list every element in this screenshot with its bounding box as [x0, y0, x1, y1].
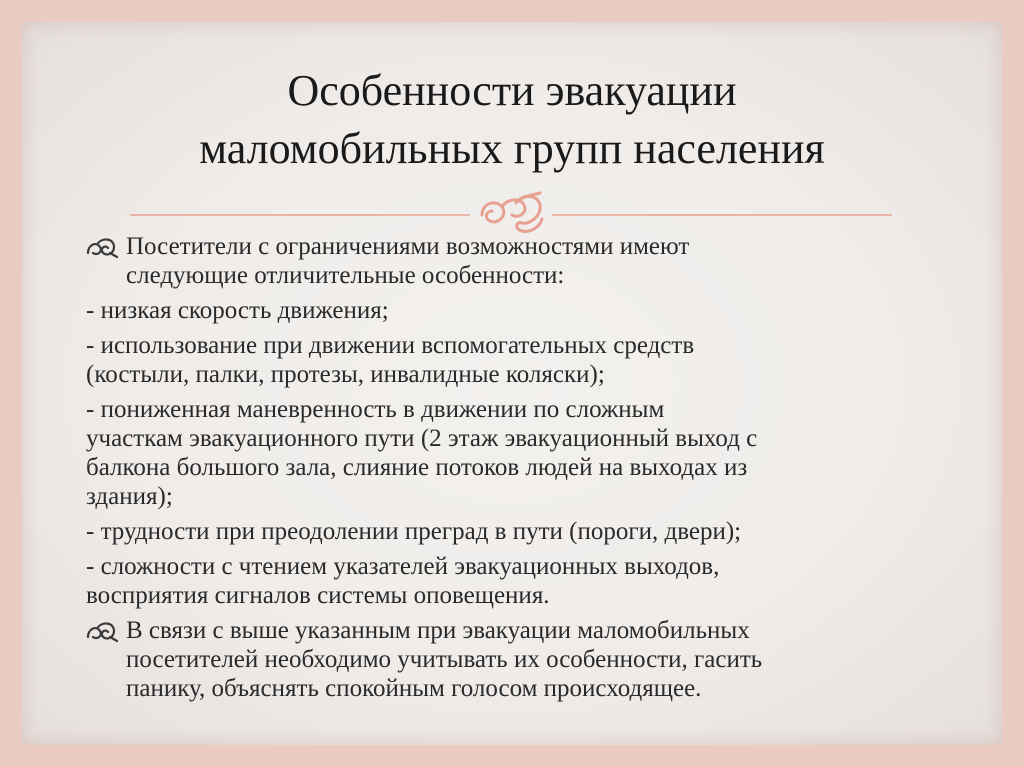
slide-title: [60, 62, 964, 178]
dash-list-item: [84, 331, 944, 389]
text-line: - использование при движении вспомогательных средств: [86, 332, 695, 359]
text-line: (костыли, палки, протезы, инвалидные коляски);: [86, 361, 605, 388]
title-divider: [130, 185, 892, 235]
text-line: панику, объяснять спокойным голосом происходящее.: [126, 675, 702, 702]
slide-body: [84, 232, 944, 709]
title-line-1: Особенности эвакуации: [287, 66, 737, 115]
bullet-paragraph: [84, 616, 944, 703]
text-line: участкам эвакуационного пути (2 этаж эвакуационный выход с: [86, 425, 758, 452]
title-line-2: маломобильных групп населения: [199, 124, 825, 173]
dash-list-item: [84, 296, 944, 325]
text-line: следующие отличительные особенности:: [126, 262, 565, 289]
text-line: балкона большого зала, слияние потоков людей на выходах из: [86, 454, 748, 481]
text-line: - пониженная маневренность в движении по сложным: [86, 396, 665, 423]
text-line: В связи с выше указанным при эвакуации маломобильных: [126, 617, 750, 644]
fleuron-bullet-icon: [84, 235, 120, 259]
text-line: - низкая скорость движения;: [86, 297, 389, 324]
fleuron-bullet-icon: [84, 619, 120, 643]
dash-list-item: [84, 395, 944, 511]
text-line: Посетители с ограничениями возможностями имеют: [126, 233, 690, 260]
text-line: восприятия сигналов системы оповещения.: [86, 582, 550, 609]
text-line: - сложности с чтением указателей эвакуационных выходов,: [86, 553, 720, 580]
bullet-paragraph: [84, 232, 944, 290]
text-line: посетителей необходимо учитывать их особенности, гасить: [126, 646, 763, 673]
curl-ornament-icon: [482, 193, 542, 231]
text-line: здания);: [86, 483, 173, 510]
text-line: - трудности при преодолении преград в пути (пороги, двери);: [86, 518, 742, 545]
dash-list-item: [84, 552, 944, 610]
dash-list-item: [84, 517, 944, 546]
